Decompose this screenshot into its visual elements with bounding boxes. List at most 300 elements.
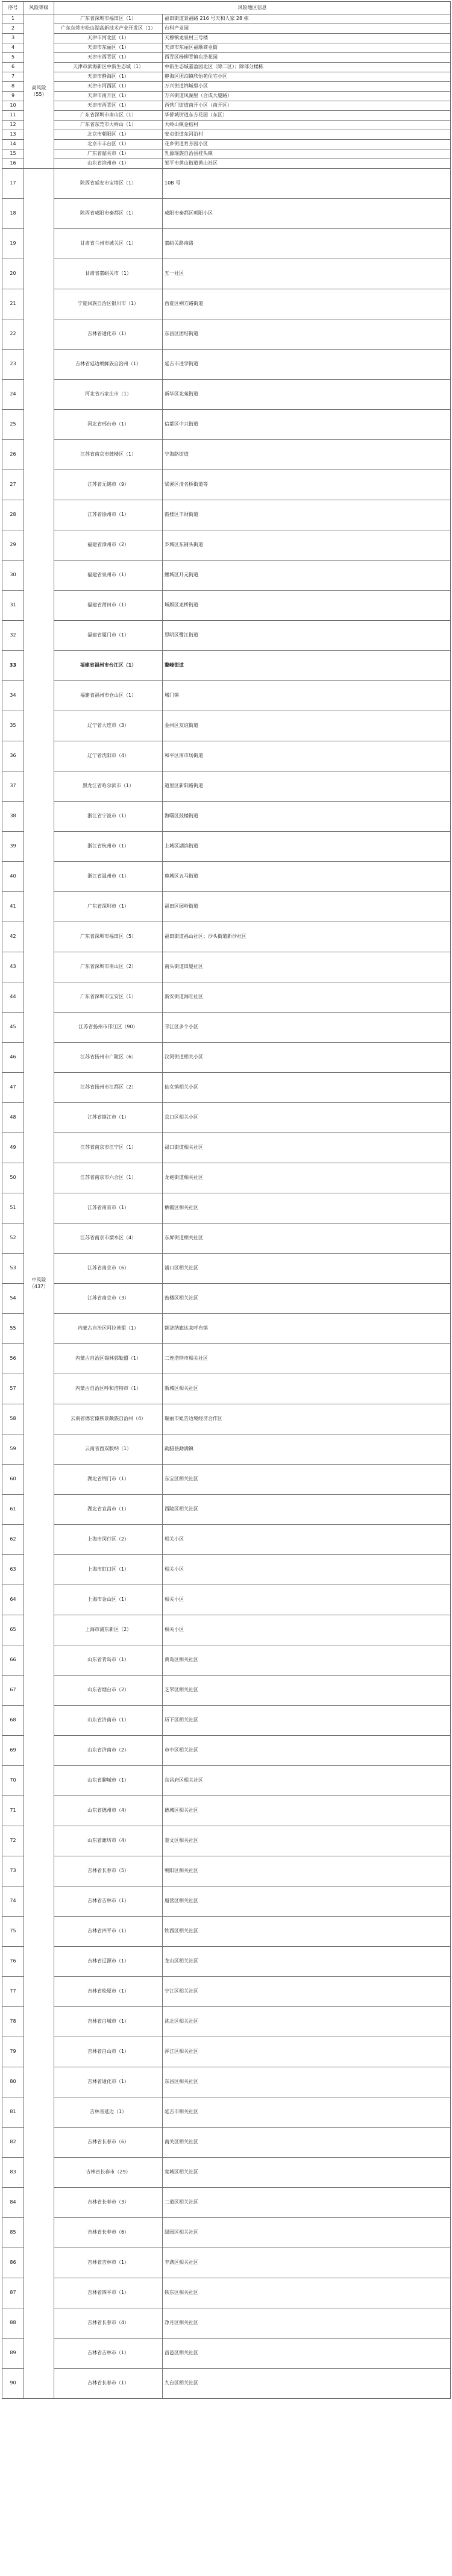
row-area: 河北省石家庄市（1） [54, 380, 163, 410]
row-serial: 12 [2, 121, 24, 130]
row-area: 江苏省扬州市江都区（2） [54, 1073, 163, 1103]
row-address: 京口区相关小区 [163, 1103, 451, 1133]
row-address: 相关小区 [163, 1615, 451, 1645]
row-address: 思明区鹭江街道 [163, 621, 451, 651]
row-area: 广东省深圳市福田区（5） [54, 922, 163, 952]
table-row [2, 2097, 451, 2128]
row-address: 西青区杨柳青镇东浩花园 [163, 53, 451, 63]
row-address: 昌邑区相关社区 [163, 2339, 451, 2369]
row-address: 新安街道海旺社区 [163, 982, 451, 1013]
row-address: 相关小区 [163, 1525, 451, 1555]
row-address: 汶河街道相关小区 [163, 1043, 451, 1073]
row-address: 瑞丽市姐告边境经济合作区 [163, 1404, 451, 1434]
table-row [2, 952, 451, 982]
row-serial: 70 [2, 1766, 24, 1796]
table-row [2, 1947, 451, 1977]
row-area: 天津市西青区（1） [54, 53, 163, 63]
row-serial: 50 [2, 1163, 24, 1193]
row-area: 福建省福州市仓山区（1） [54, 681, 163, 711]
table-row [2, 24, 451, 34]
table-row [2, 111, 451, 121]
row-serial: 32 [2, 621, 24, 651]
row-serial: 59 [2, 1434, 24, 1465]
row-address: 道里区新阳路街道 [163, 771, 451, 802]
table-row [2, 82, 451, 92]
risk-area-document [0, 1, 452, 2576]
row-area: 黑龙江省哈尔滨市（1） [54, 771, 163, 802]
row-address: 万兴街道风湖里（合成大厦路） [163, 92, 451, 101]
row-area: 江苏省南京市鼓楼区（1） [54, 440, 163, 470]
table-row [2, 1314, 451, 1344]
row-serial: 33 [2, 651, 24, 681]
row-address: 海曙区鼓楼街道 [163, 802, 451, 832]
table-row [2, 1133, 451, 1163]
table-header-row [2, 2, 451, 14]
row-serial: 53 [2, 1254, 24, 1284]
row-serial: 72 [2, 1826, 24, 1856]
row-serial: 42 [2, 922, 24, 952]
row-serial: 26 [2, 440, 24, 470]
row-serial: 76 [2, 1947, 24, 1977]
row-serial: 60 [2, 1465, 24, 1495]
row-address: 东屏街道相关社区 [163, 1224, 451, 1254]
table-row [2, 1615, 451, 1645]
table-row [2, 1826, 451, 1856]
row-area: 天津市静海区（1） [54, 72, 163, 82]
row-area: 吉林省延边（1） [54, 2097, 163, 2128]
row-address: 绿园区相关社区 [163, 2218, 451, 2248]
table-row [2, 1013, 451, 1043]
row-area: 辽宁省沈阳市（4） [54, 741, 163, 771]
row-address: 净月区相关社区 [163, 2308, 451, 2339]
row-address: 延吉市相关社区 [163, 2097, 451, 2128]
row-address: 仙女镇相关小区 [163, 1073, 451, 1103]
row-serial: 38 [2, 802, 24, 832]
row-area: 福建省福州市台江区（1） [54, 651, 163, 681]
row-serial: 41 [2, 892, 24, 922]
row-address: 大岭山镇金桔村 [163, 121, 451, 130]
row-serial: 10 [2, 101, 24, 111]
row-serial: 24 [2, 380, 24, 410]
table-row [2, 1404, 451, 1434]
row-serial: 79 [2, 2037, 24, 2067]
row-area: 吉林省辽源市（1） [54, 1947, 163, 1977]
row-serial: 65 [2, 1615, 24, 1645]
row-serial: 20 [2, 259, 24, 289]
table-row [2, 982, 451, 1013]
row-address: 宽城区相关社区 [163, 2158, 451, 2188]
row-address: 二道区相关社区 [163, 2188, 451, 2218]
table-row [2, 1645, 451, 1676]
table-row [2, 1495, 451, 1525]
table-row [2, 2369, 451, 2399]
row-area: 北京市丰台区（1） [54, 140, 163, 149]
row-address: 静海区团泊镇欣怡苑住宅小区 [163, 72, 451, 82]
row-serial: 89 [2, 2339, 24, 2369]
row-address: 邹平市黄山街道黄山社区 [163, 159, 451, 169]
row-serial: 67 [2, 1676, 24, 1706]
row-address: 德城区相关社区 [163, 1796, 451, 1826]
row-area: 天津市东丽区（1） [54, 43, 163, 53]
row-serial: 27 [2, 470, 24, 500]
row-area: 广东省韶关市（1） [54, 149, 163, 159]
row-serial: 34 [2, 681, 24, 711]
row-serial: 13 [2, 130, 24, 140]
table-row [2, 350, 451, 380]
high-risk-section [2, 14, 451, 169]
row-address: 中新生态城嘉盈园北区（除二区）；除部分楼栋 [163, 63, 451, 72]
row-serial: 1 [2, 14, 24, 24]
row-address: 龙山区相关社区 [163, 1947, 451, 1977]
row-area: 福建省厦门市（1） [54, 621, 163, 651]
table-row [2, 1917, 451, 1947]
row-area: 天津市河西区（1） [54, 82, 163, 92]
row-address: 相关小区 [163, 1585, 451, 1615]
row-serial: 23 [2, 350, 24, 380]
table-row [2, 1886, 451, 1917]
row-serial: 7 [2, 72, 24, 82]
row-serial: 25 [2, 410, 24, 440]
row-area: 宁夏回族自治区银川市（1） [54, 289, 163, 319]
row-address: 鲤城区开元街道 [163, 561, 451, 591]
row-address: 历下区相关社区 [163, 1706, 451, 1736]
table-row [2, 922, 451, 952]
row-area: 吉林省松原市（1） [54, 1977, 163, 2007]
row-address: 芝罘区相关社区 [163, 1676, 451, 1706]
row-area: 江苏省扬州市广陵区（6） [54, 1043, 163, 1073]
row-address: 芗城区东铺头街道 [163, 530, 451, 561]
row-area: 内蒙古自治区呼和浩特市（1） [54, 1374, 163, 1404]
row-serial: 83 [2, 2158, 24, 2188]
table-row [2, 2037, 451, 2067]
row-area: 江苏省南京市（3） [54, 1284, 163, 1314]
row-serial: 28 [2, 500, 24, 530]
row-area: 广东省深圳市（1） [54, 892, 163, 922]
row-area: 吉林省长春市（5） [54, 1856, 163, 1886]
table-row [2, 2067, 451, 2097]
row-address: 上城区湖滨街道 [163, 832, 451, 862]
row-area: 吉林省长春市（29） [54, 2158, 163, 2188]
row-area: 广东省东莞市大岭山（1） [54, 121, 163, 130]
row-serial: 3 [2, 34, 24, 43]
table-row [2, 259, 451, 289]
table-row [2, 2128, 451, 2158]
row-address: 天穆镇龙泉村三号楼 [163, 34, 451, 43]
table-row [2, 1193, 451, 1224]
row-serial: 71 [2, 1796, 24, 1826]
table-row [2, 1585, 451, 1615]
row-serial: 48 [2, 1103, 24, 1133]
table-row [2, 2218, 451, 2248]
header-serial: 序号 [2, 2, 24, 14]
row-address: 朝阳区相关社区 [163, 1856, 451, 1886]
row-address: 延吉市进学街道 [163, 350, 451, 380]
row-area: 福建省泉州市（1） [54, 561, 163, 591]
row-area: 浙江省温州市（1） [54, 862, 163, 892]
table-row [2, 169, 451, 199]
row-serial: 39 [2, 832, 24, 862]
table-row [2, 121, 451, 130]
row-serial: 56 [2, 1344, 24, 1374]
row-address: 咸阳市秦都区朝阳小区 [163, 199, 451, 229]
table-row [2, 1736, 451, 1766]
table-row [2, 92, 451, 101]
row-area: 江苏省南京市（1） [54, 1193, 163, 1224]
row-serial: 58 [2, 1404, 24, 1434]
row-serial: 37 [2, 771, 24, 802]
row-address: 铁东区相关社区 [163, 2278, 451, 2308]
row-address: 鼓楼区丰财街道 [163, 500, 451, 530]
row-area: 天津市滨海新区中新生态城（1） [54, 63, 163, 72]
row-serial: 63 [2, 1555, 24, 1585]
table-row [2, 1374, 451, 1404]
row-serial: 21 [2, 289, 24, 319]
row-area: 山东省烟台市（2） [54, 1676, 163, 1706]
row-address: 禄口街道相关社区 [163, 1133, 451, 1163]
row-area: 广东东莞市松山湖高新技术产业开发区（1） [54, 24, 163, 34]
row-area: 吉林省四平市（1） [54, 2278, 163, 2308]
table-row [2, 1224, 451, 1254]
row-area: 湖北省荆门市（1） [54, 1465, 163, 1495]
table-row [2, 2339, 451, 2369]
medium-risk-section [2, 169, 451, 2399]
row-address: 信都区中兴街道 [163, 410, 451, 440]
table-row [2, 561, 451, 591]
table-row [2, 159, 451, 169]
row-address: 花乡街道育芳园小区 [163, 140, 451, 149]
table-row [2, 410, 451, 440]
row-address: 西陵区相关社区 [163, 1495, 451, 1525]
row-address: 市中区相关社区 [163, 1736, 451, 1766]
table-row [2, 319, 451, 350]
row-address: 勐腊县勐满镇 [163, 1434, 451, 1465]
row-serial: 55 [2, 1314, 24, 1344]
row-address: 洮北区相关社区 [163, 2007, 451, 2037]
row-address: 南头街道田厦社区 [163, 952, 451, 982]
row-serial: 45 [2, 1013, 24, 1043]
row-area: 陕西省延安市宝塔区（1） [54, 169, 163, 199]
table-row [2, 1766, 451, 1796]
risk-level-cell: 高风险（55） [24, 14, 54, 169]
row-area: 江苏省南京市（6） [54, 1254, 163, 1284]
row-area: 河北省邢台市（1） [54, 410, 163, 440]
row-serial: 64 [2, 1585, 24, 1615]
row-serial: 5 [2, 53, 24, 63]
row-serial: 66 [2, 1645, 24, 1676]
table-row [2, 1043, 451, 1073]
row-address: 福田区园岭街道 [163, 892, 451, 922]
row-area: 吉林省长春市（3） [54, 2188, 163, 2218]
table-row [2, 1465, 451, 1495]
table-row [2, 2188, 451, 2218]
table-row [2, 1555, 451, 1585]
row-address: 嘉峪关路南路 [163, 229, 451, 259]
row-serial: 36 [2, 741, 24, 771]
table-row [2, 2278, 451, 2308]
row-area: 内蒙古自治区阿拉善盟（1） [54, 1314, 163, 1344]
row-area: 吉林省长春市（4） [54, 2308, 163, 2339]
row-serial: 85 [2, 2218, 24, 2248]
row-area: 山东省聊城市（1） [54, 1766, 163, 1796]
row-address: 城门镇 [163, 681, 451, 711]
row-area: 吉林省延边朝鲜族自治州（1） [54, 350, 163, 380]
row-area: 吉林省通化市（1） [54, 2067, 163, 2097]
row-address: 邗江区多个小区 [163, 1013, 451, 1043]
row-address: 乳源瑶族自治县桂头镇 [163, 149, 451, 159]
row-serial: 43 [2, 952, 24, 982]
row-serial: 68 [2, 1706, 24, 1736]
row-serial: 44 [2, 982, 24, 1013]
row-address: 额济纳旗达来呼布镇 [163, 1314, 451, 1344]
row-address: 鹿城区五马街道 [163, 862, 451, 892]
row-address: 新城区相关社区 [163, 1374, 451, 1404]
row-area: 山东省潍坊市（4） [54, 1826, 163, 1856]
row-area: 江苏省无锡市（9） [54, 470, 163, 500]
row-serial: 77 [2, 1977, 24, 2007]
row-area: 江苏省南京市溧水区（4） [54, 1224, 163, 1254]
table-row [2, 53, 451, 63]
row-serial: 46 [2, 1043, 24, 1073]
row-address: 二连浩特市相关社区 [163, 1344, 451, 1374]
table-row [2, 530, 451, 561]
table-row [2, 771, 451, 802]
row-area: 江苏省徐州市（1） [54, 500, 163, 530]
table-row [2, 1706, 451, 1736]
table-row [2, 651, 451, 681]
header-level: 风险等级 [24, 2, 54, 14]
row-area: 上海市金山区（1） [54, 1585, 163, 1615]
row-area: 浙江省杭州市（1） [54, 832, 163, 862]
row-address: 梁溪区清名桥街道等 [163, 470, 451, 500]
row-address: 黄岛区相关社区 [163, 1645, 451, 1676]
table-row [2, 101, 451, 111]
row-area: 吉林省长春市（6） [54, 2128, 163, 2158]
row-address: 浦口区相关社区 [163, 1254, 451, 1284]
row-area: 吉林省白山市（1） [54, 2037, 163, 2067]
row-address: 和平区南市场街道 [163, 741, 451, 771]
row-area: 吉林省长春市（1） [54, 2369, 163, 2399]
row-address: 金州区友谊街道 [163, 711, 451, 741]
table-row [2, 229, 451, 259]
row-address: 东昌区团结街道 [163, 319, 451, 350]
row-address: 天津市东丽区福顺商业街 [163, 43, 451, 53]
row-address: 鳌峰街道 [163, 651, 451, 681]
row-area: 天津市河北区（1） [54, 34, 163, 43]
table-row [2, 500, 451, 530]
table-row [2, 470, 451, 500]
table-row [2, 14, 451, 24]
table-row [2, 1856, 451, 1886]
row-area: 山东省青岛市（1） [54, 1645, 163, 1676]
row-area: 吉林省四平市（1） [54, 1917, 163, 1947]
row-serial: 2 [2, 24, 24, 34]
table-row [2, 140, 451, 149]
row-serial: 61 [2, 1495, 24, 1525]
row-area: 上海市虹口区（1） [54, 1555, 163, 1585]
row-area: 山东省济南市（1） [54, 1706, 163, 1736]
table-row [2, 802, 451, 832]
row-serial: 31 [2, 591, 24, 621]
row-area: 福建省漳州市（2） [54, 530, 163, 561]
header-info: 风险地区信息 [54, 2, 451, 14]
row-area: 山东省滨州市（1） [54, 159, 163, 169]
row-area: 江苏省镇江市（1） [54, 1103, 163, 1133]
row-address: 东昌府区相关社区 [163, 1766, 451, 1796]
row-serial: 6 [2, 63, 24, 72]
row-serial: 4 [2, 43, 24, 53]
row-area: 山东省德州市（4） [54, 1796, 163, 1826]
table-row [2, 130, 451, 140]
row-serial: 86 [2, 2248, 24, 2278]
row-area: 吉林省长春市（6） [54, 2218, 163, 2248]
row-area: 广东省深圳市南山区（2） [54, 952, 163, 982]
row-area: 江苏省南京市江宁区（1） [54, 1133, 163, 1163]
row-serial: 82 [2, 2128, 24, 2158]
row-serial: 78 [2, 2007, 24, 2037]
row-serial: 52 [2, 1224, 24, 1254]
row-area: 吉林省白城市（1） [54, 2007, 163, 2037]
row-serial: 69 [2, 1736, 24, 1766]
row-serial: 30 [2, 561, 24, 591]
table-row [2, 892, 451, 922]
row-area: 吉林省通化市（1） [54, 319, 163, 350]
row-area: 甘肃省嘉峪关市（1） [54, 259, 163, 289]
row-area: 湖北省宜昌市（1） [54, 1495, 163, 1525]
row-serial: 75 [2, 1917, 24, 1947]
table-row [2, 149, 451, 159]
row-address: 五一社区 [163, 259, 451, 289]
row-area: 广东省深圳市福田区（1） [54, 14, 163, 24]
row-serial: 73 [2, 1856, 24, 1886]
row-address: 万兴街道锦城里小区 [163, 82, 451, 92]
row-area: 天津市西青区（1） [54, 101, 163, 111]
row-area: 甘肃省兰州市城关区（1） [54, 229, 163, 259]
table-row [2, 1344, 451, 1374]
row-serial: 88 [2, 2308, 24, 2339]
table-row [2, 2158, 451, 2188]
row-address: 鼓楼区相关社区 [163, 1284, 451, 1314]
row-address: 10B 号 [163, 169, 451, 199]
row-area: 江苏省扬州市邗江区（90） [54, 1013, 163, 1043]
row-address: 九台区相关社区 [163, 2369, 451, 2399]
table-row [2, 681, 451, 711]
row-serial: 87 [2, 2278, 24, 2308]
row-address: 奎文区相关社区 [163, 1826, 451, 1856]
row-address: 城厢区龙桥街道 [163, 591, 451, 621]
table-row [2, 1284, 451, 1314]
row-serial: 22 [2, 319, 24, 350]
table-row [2, 72, 451, 82]
table-row [2, 1254, 451, 1284]
row-area: 上海市闵行区（2） [54, 1525, 163, 1555]
row-address: 铁西区相关社区 [163, 1917, 451, 1947]
table-row [2, 832, 451, 862]
row-serial: 19 [2, 229, 24, 259]
row-address: 浑江区相关社区 [163, 2037, 451, 2067]
row-area: 广东省深圳市宝安区（1） [54, 982, 163, 1013]
row-address: 华侨城街道东方花园（东区） [163, 111, 451, 121]
row-serial: 35 [2, 711, 24, 741]
table-row [2, 380, 451, 410]
row-area: 吉林省吉林市（1） [54, 1886, 163, 1917]
table-row [2, 63, 451, 72]
table-row [2, 1163, 451, 1193]
row-serial: 49 [2, 1133, 24, 1163]
row-serial: 17 [2, 169, 24, 199]
row-address: 宁江区相关社区 [163, 1977, 451, 2007]
row-address: 南关区相关社区 [163, 2128, 451, 2158]
row-address: 船营区相关社区 [163, 1886, 451, 1917]
